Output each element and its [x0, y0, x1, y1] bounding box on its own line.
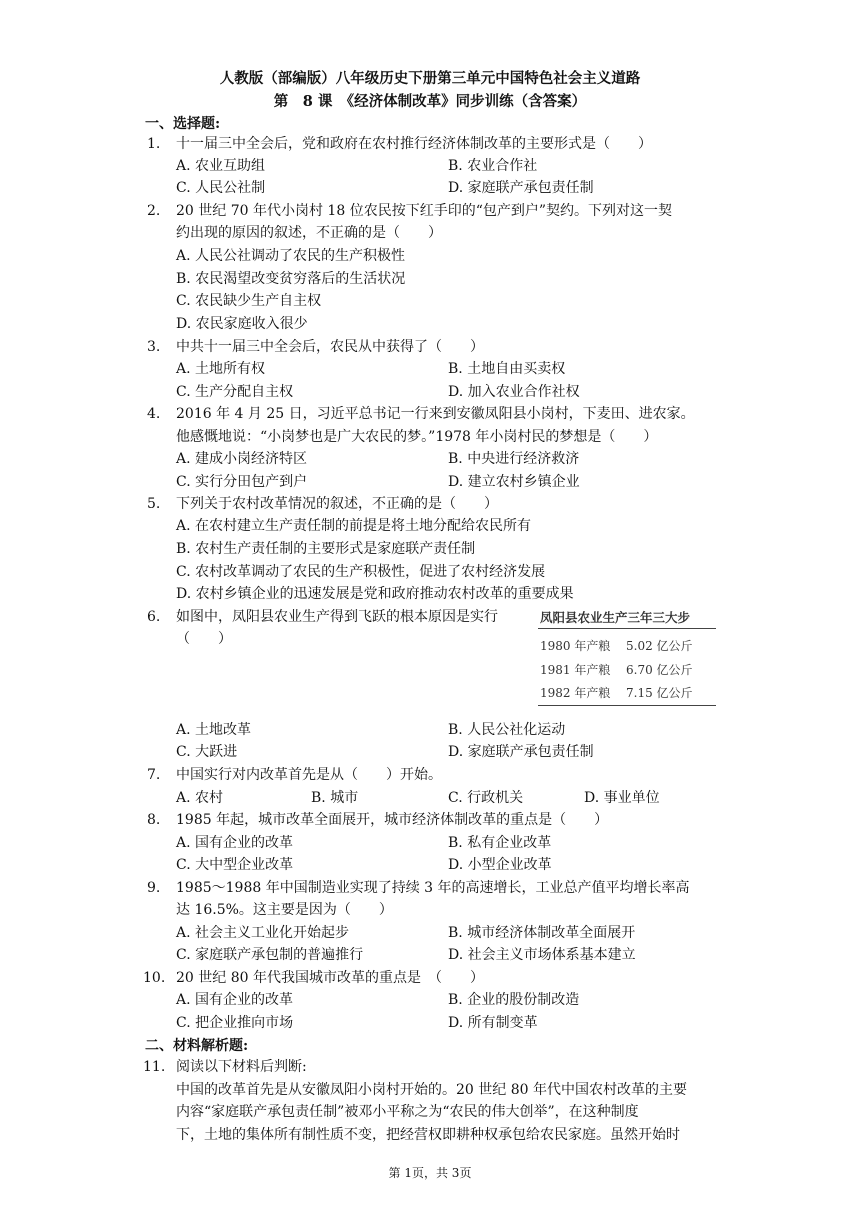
question-number: 5.	[147, 496, 161, 512]
option-c: C. 人民公社制	[176, 180, 266, 196]
option-c: C. 行政机关	[448, 790, 524, 806]
question-number: 9.	[147, 880, 161, 896]
table-year: 1981 年产粮	[540, 663, 611, 677]
option-d: D. 农民家庭收入很少	[176, 316, 308, 332]
option-d: D. 小型企业改革	[448, 857, 552, 873]
option-a: A. 建成小岗经济特区	[176, 451, 308, 467]
table-row	[540, 661, 693, 678]
page-number: 第 1页，共 3页	[388, 1166, 472, 1180]
table-heading: 凤阳县农业生产三年三大步	[540, 610, 691, 625]
question-stem: 达 16.5%。这主要是因为（ ）	[176, 902, 393, 918]
option-a: A. 人民公社调动了农民的生产积极性	[176, 248, 406, 264]
option-c: C. 大中型企业改革	[176, 857, 294, 873]
question-stem: 下列关于农村改革情况的叙述，不正确的是（ ）	[176, 496, 498, 512]
question-number: 1.	[147, 136, 161, 152]
option-d: D. 所有制变革	[448, 1015, 538, 1031]
option-d: D. 社会主义市场体系基本建立	[448, 947, 636, 963]
option-b: B. 中央进行经济救济	[448, 451, 580, 467]
section-heading-choice: 一、选择题:	[145, 116, 221, 132]
question-number: 6.	[147, 609, 161, 625]
option-b: B. 农民渴望改变贫穷落后的生活状况	[176, 271, 406, 287]
question-number: 2.	[147, 203, 161, 219]
option-a: A. 国有企业的改革	[176, 992, 294, 1008]
question-stem: 20 世纪 80 年代我国城市改革的重点是 （ ）	[176, 970, 484, 986]
question-stem: 十一届三中全会后，党和政府在农村推行经济体制改革的主要形式是（ ）	[176, 136, 652, 152]
table-amount: 7.15 亿公斤	[626, 686, 693, 700]
material-text: 中国的改革首先是从安徽凤阳小岗村开始的。20 世纪 80 年代中国农村改革的主要	[176, 1082, 687, 1098]
option-d: D. 农村乡镇企业的迅速发展是党和政府推动农村改革的重要成果	[176, 586, 574, 602]
table-top-rule	[538, 628, 716, 629]
option-b: B. 农村生产责任制的主要形式是家庭联产责任制	[176, 541, 476, 557]
question-stem: 如图中，凤阳县农业生产得到飞跃的根本原因是实行	[176, 609, 498, 625]
question-number: 7.	[147, 767, 161, 783]
option-d: D. 家庭联产承包责任制	[448, 744, 594, 760]
option-d: D. 家庭联产承包责任制	[448, 180, 594, 196]
option-c: C. 生产分配自主权	[176, 384, 294, 400]
option-a: A. 社会主义工业化开始起步	[176, 925, 350, 941]
question-stem: 中国实行对内改革首先是从（ ）开始。	[176, 767, 442, 783]
option-c: C. 家庭联产承包制的普遍推行	[176, 947, 364, 963]
question-stem: 1985～1988 年中国制造业实现了持续 3 年的高速增长，工业总产值平均增长率高	[176, 880, 690, 896]
table-year: 1982 年产粮	[540, 686, 611, 700]
question-number: 3.	[147, 339, 161, 355]
option-c: C. 实行分田包产到户	[176, 474, 308, 490]
option-a: A. 农业互助组	[176, 158, 266, 174]
question-stem: （ ）	[176, 631, 232, 647]
material-text: 下，土地的集体所有制性质不变，把经营权即耕种权承包给农民家庭。虽然开始时	[176, 1127, 680, 1143]
table-year: 1980 年产粮	[540, 639, 611, 653]
option-b: B. 人民公社化运动	[448, 722, 566, 738]
option-a: A. 在农村建立生产责任制的前提是将土地分配给农民所有	[176, 518, 532, 534]
question-stem: 约出现的原因的叙述，不正确的是（ ）	[176, 225, 442, 241]
document-title-line-2: 第 8 课 《经济体制改革》同步训练（含答案）	[273, 93, 587, 110]
option-a: A. 农村	[176, 790, 224, 806]
question-stem: 阅读以下材料后判断:	[176, 1059, 307, 1075]
option-d: D. 事业单位	[584, 790, 660, 806]
option-a: A. 土地所有权	[176, 361, 266, 377]
question-number: 4.	[147, 406, 161, 422]
option-c: C. 把企业推向市场	[176, 1015, 294, 1031]
question-number: 8.	[147, 812, 161, 828]
document-title-line-1: 人教版（部编版）八年级历史下册第三单元中国特色社会主义道路	[219, 70, 641, 87]
table-amount: 5.02 亿公斤	[626, 639, 693, 653]
option-b: B. 企业的股份制改造	[448, 992, 580, 1008]
material-text: 内容“家庭联产承包责任制”被邓小平称之为“农民的伟大创举”，在这种制度	[176, 1104, 639, 1120]
table-amount: 6.70 亿公斤	[626, 663, 693, 677]
option-a: A. 国有企业的改革	[176, 835, 294, 851]
question-stem: 20 世纪 70 年代小岗村 18 位农民按下红手印的“包产到户”契约。下列对这一契	[176, 203, 673, 219]
option-a: A. 土地改革	[176, 722, 252, 738]
option-d: D. 建立农村乡镇企业	[448, 474, 580, 490]
option-b: B. 农业合作社	[448, 158, 538, 174]
question-stem: 2016 年 4 月 25 日，习近平总书记一行来到安徽凤阳县小岗村，下麦田、进农家。	[176, 406, 695, 422]
option-b: B. 城市	[311, 790, 359, 806]
option-b: B. 私有企业改革	[448, 835, 552, 851]
table-row	[540, 637, 693, 654]
question-stem: 他感慨地说：“小岗梦也是广大农民的梦。”1978 年小岗村民的梦想是（ ）	[176, 429, 658, 445]
option-c: C. 农民缺少生产自主权	[176, 293, 322, 309]
option-c: C. 农村改革调动了农民的生产积极性，促进了农村经济发展	[176, 564, 546, 580]
question-stem: 1985 年起，城市改革全面展开，城市经济体制改革的重点是（ ）	[176, 812, 609, 828]
table-bottom-rule	[538, 705, 716, 706]
option-c: C. 大跃进	[176, 744, 238, 760]
question-number: 10.	[143, 970, 166, 986]
option-b: B. 城市经济体制改革全面展开	[448, 925, 636, 941]
question-number: 11.	[143, 1059, 166, 1075]
fengyang-grain-table	[532, 604, 716, 708]
table-row	[540, 684, 693, 701]
option-b: B. 土地自由买卖权	[448, 361, 566, 377]
question-stem: 中共十一届三中全会后，农民从中获得了（ ）	[176, 339, 484, 355]
section-heading-material: 二、材料解析题:	[145, 1038, 249, 1054]
option-d: D. 加入农业合作社权	[448, 384, 580, 400]
